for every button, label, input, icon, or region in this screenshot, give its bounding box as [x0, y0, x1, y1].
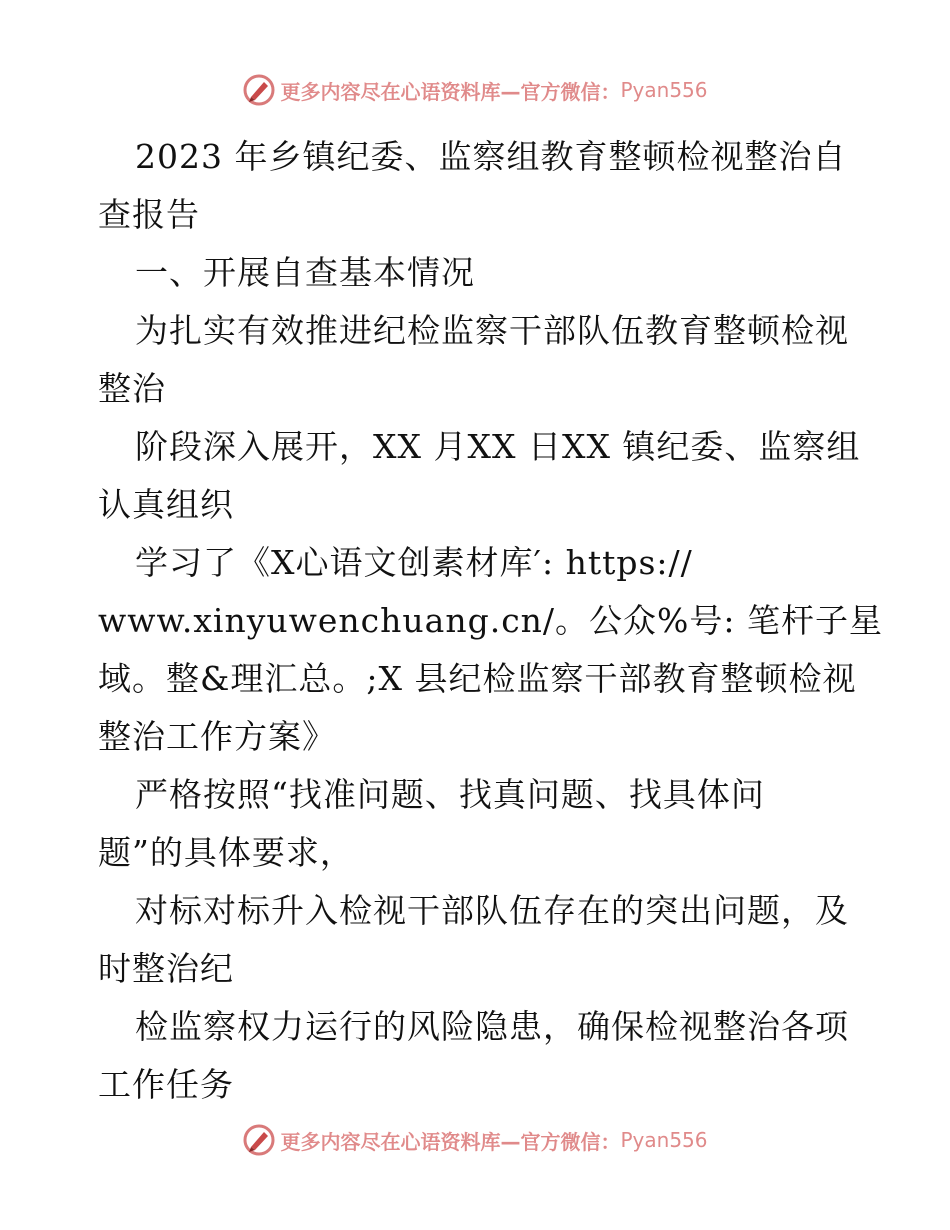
document-body: [98, 128, 884, 1114]
body-line: www.xinyuwenchuang.cn/。公众%号: 笔杆子星: [98, 601, 884, 640]
body-line: 阶段深入展开，XX 月XX 日XX 镇纪委、监察组: [135, 427, 861, 466]
body-line: 为扎实有效推进纪检监察干部队伍教育整顿检视: [135, 311, 849, 350]
header-watermark-text: 更多内容尽在心语资料库—官方微信：: [280, 79, 621, 104]
body-line: 整治工作方案》: [98, 717, 336, 756]
body-line: 工作任务: [98, 1065, 234, 1104]
header-watermark-contact: Pyan556: [620, 78, 708, 102]
body-line: 题”的具体要求，: [98, 833, 354, 872]
body-line: 检监察权力运行的风险隐患，确保检视整治各项: [135, 1007, 849, 1046]
body-line: 严格按照“找准问题、找真问题、找具体问: [135, 775, 765, 814]
pen-logo-icon: [242, 73, 276, 107]
document-title-line-2: 查报告: [98, 195, 200, 234]
document-title-line-1: 2023 年乡镇纪委、监察组教育整顿检视整治自: [135, 137, 847, 176]
body-line: 整治: [98, 369, 166, 408]
footer-watermark-contact: Pyan556: [620, 1128, 708, 1152]
section-heading: 一、开展自查基本情况: [135, 253, 475, 292]
footer-watermark-banner: [0, 1120, 950, 1160]
footer-watermark-text: 更多内容尽在心语资料库—官方微信：: [280, 1129, 621, 1154]
body-line: 域。整&理汇总。;X 县纪检监察干部教育整顿检视: [98, 659, 857, 698]
body-line: 认真组织: [98, 485, 234, 524]
body-line: 时整治纪: [98, 949, 234, 988]
pen-logo-icon: [242, 1123, 276, 1157]
body-line: 对标对标升入检视干部队伍存在的突出问题，及: [135, 891, 849, 930]
header-watermark-banner: [0, 70, 950, 110]
body-line: 学习了《X心语文创素材库′: https://: [135, 543, 693, 582]
